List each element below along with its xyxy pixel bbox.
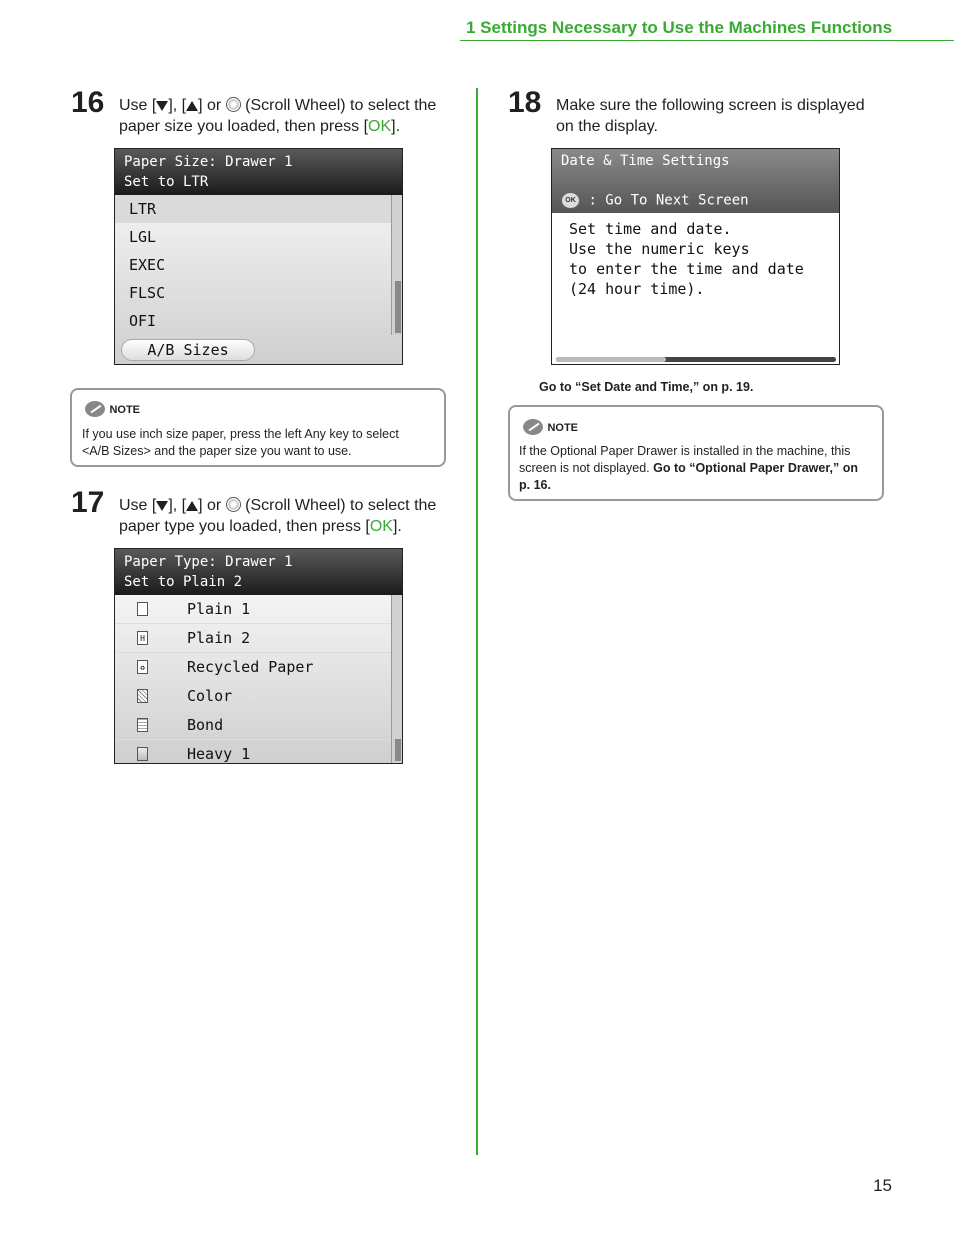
progress-fill [556,357,666,362]
step-17-instructions: Use [ ], [ ] or (Scroll Wheel) to select the paper type you loaded, then press [OK]. [119,497,437,535]
up-arrow-icon [186,101,198,111]
paper-type-screen-title: Paper Type: Drawer 1 [124,554,293,570]
next-screen-hint: : Go To Next Screen [588,192,749,209]
header-rule [460,40,954,41]
pencil-icon [523,419,543,435]
note-box-2 [508,405,884,501]
scroll-wheel-icon [226,497,241,512]
down-arrow-icon [156,501,168,511]
paper-type-screen-subtitle: Set to Plain 2 [124,574,243,590]
goto-link[interactable]: Go to “Set Date and Time,” on p. 19. [539,380,754,394]
note-box-1 [70,388,446,467]
paper-bond-icon [137,718,148,732]
list-item[interactable]: OFI [129,312,157,330]
scrollbar-thumb[interactable] [395,281,401,333]
ab-sizes-button[interactable]: A/B Sizes [121,339,255,361]
scrollbar-thumb[interactable] [395,739,401,761]
paper-color-icon [137,689,148,703]
list-item[interactable]: LTR [115,195,402,223]
list-item[interactable]: Color [115,682,402,711]
paper-plain-icon [137,602,148,616]
ok-key-label: OK [368,118,392,135]
paper-type-screen-header [115,549,402,595]
date-time-screen-body: Set time and date. Use the numeric keys to enter the time and date (24 hour time). [552,213,839,344]
paper-recycled-icon: ♻ [137,660,148,674]
list-item[interactable]: LGL [129,228,157,246]
optional-drawer-link[interactable]: Go to “Optional Paper Drawer,” on [653,461,858,475]
note-1-text: If you use inch size paper, press the left Any key to select <A/B Sizes> and the paper size you want to use. [82,427,399,458]
up-arrow-icon [186,501,198,511]
step-16-number: 16 [71,86,105,119]
note-label: NOTE [547,422,579,434]
ok-key-label: OK [369,518,393,535]
note-2-text: If the Optional Paper Drawer is installed in the machine, this screen is not displayed. Go to “Optional Paper Drawer,” on p. 16. [519,444,858,492]
paper-type-screen [114,548,403,764]
list-item[interactable]: H Plain 2 [115,624,402,653]
date-time-screen [551,148,840,365]
paper-size-screen-subtitle: Set to LTR [124,174,209,190]
step-18-instructions: Make sure the following screen is displayed on the display. [556,97,865,135]
paper-size-screen [114,148,403,365]
paper-size-screen-title: Paper Size: Drawer 1 [124,154,293,170]
column-divider [476,88,478,1155]
scrollbar[interactable] [391,595,402,763]
section-header: 1 Settings Necessary to Use the Machines Functions [466,18,893,37]
step-18-number: 18 [508,86,542,119]
ok-button-icon: OK [561,192,580,209]
down-arrow-icon [156,101,168,111]
paper-size-screen-header [115,149,402,195]
step-16-text: Use [ [119,97,157,114]
note-label: NOTE [109,404,141,416]
pencil-icon [85,401,105,417]
list-item[interactable]: Bond [115,711,402,740]
list-item[interactable]: Heavy 1 [115,740,402,764]
list-item[interactable]: FLSC [129,284,166,302]
date-time-screen-title: Date & Time Settings [561,153,730,169]
paper-type-list [115,595,402,763]
step-17-number: 17 [71,486,105,519]
list-item[interactable]: EXEC [129,256,166,274]
step-16-instructions: Use [ ], [ ] or (Scroll Wheel) to select the paper size you loaded, then press [OK]. [119,97,437,135]
scroll-wheel-icon [226,97,241,112]
paper-plain-h-icon: H [137,631,148,645]
list-item[interactable]: Plain 1 [115,595,402,624]
paper-heavy-icon [137,747,148,761]
page-number: 15 [873,1176,892,1195]
date-time-screen-header [552,149,839,213]
paper-size-list [115,195,402,364]
scrollbar[interactable] [391,195,402,335]
list-item[interactable]: ♻ Recycled Paper [115,653,402,682]
